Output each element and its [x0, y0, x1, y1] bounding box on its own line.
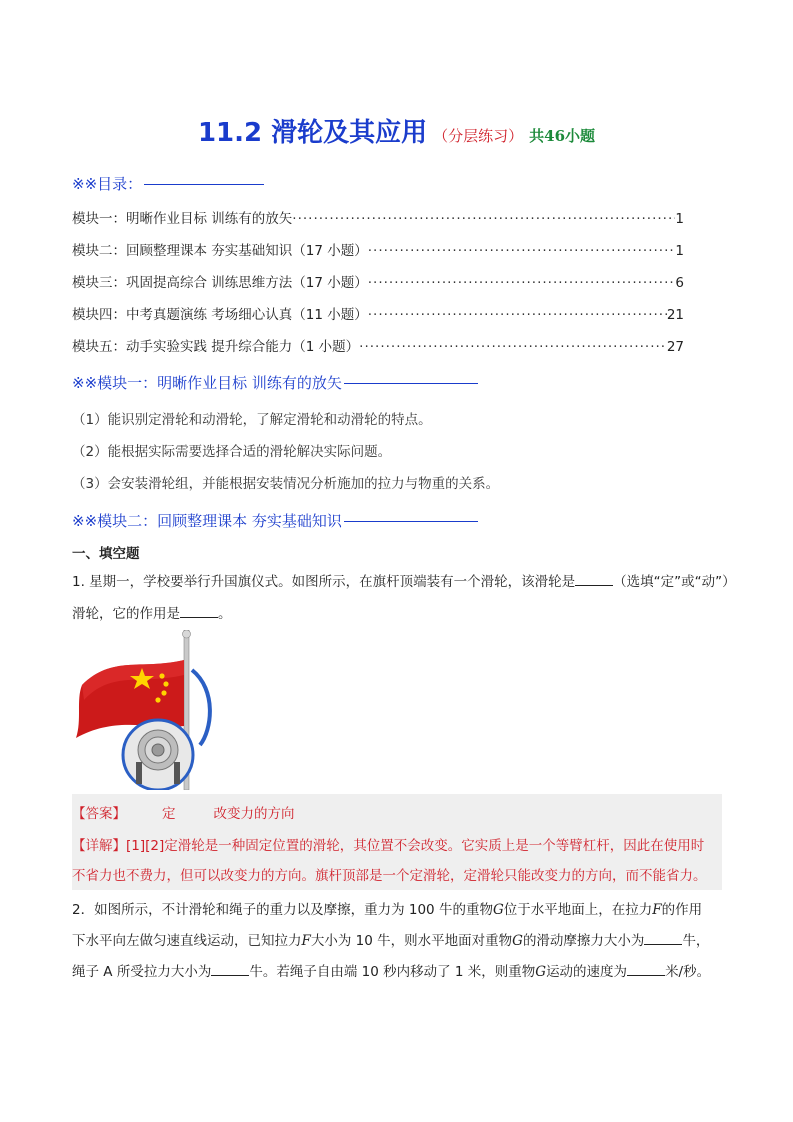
toc-leader [368, 243, 676, 259]
toc-row[interactable] [72, 333, 684, 355]
title-sub: （分层练习） [433, 127, 524, 145]
answer-value: 改变力的方向 [213, 806, 295, 822]
toc-row[interactable] [72, 237, 684, 259]
module2-heading [72, 510, 478, 531]
count-num: 46 [544, 127, 566, 145]
q-text: 运动的速度为 [546, 964, 628, 980]
q-text: 下水平向左做匀速直线运动，已知拉力 [72, 933, 302, 949]
answer-box [72, 794, 722, 890]
module1-heading [72, 372, 478, 393]
q-text: 的滑动摩擦力大小为 [522, 933, 645, 949]
detail-text: [1][2]定滑轮是一种固定位置的滑轮，其位置不会改变。它实质上是一个等臂杠杆，因此在使用时 [126, 838, 705, 854]
toc-row-label: 模块五：动手实验实践 提升综合能力（1 小题） [72, 339, 360, 355]
toc-row-page: 27 [666, 339, 684, 355]
q-text: 大小为 10 牛，则水平地面对重物 [310, 933, 513, 949]
var-g: G [492, 902, 504, 918]
var-g: G [535, 964, 547, 980]
toc-row-label: 模块四：中考真题演练 考场细心认真（11 小题） [72, 307, 368, 323]
var-g: G [512, 933, 523, 949]
toc-row-label: 模块二：回顾整理课本 夯实基础知识（17 小题） [72, 243, 368, 259]
detail-line [72, 834, 704, 854]
var-f: F [301, 933, 311, 949]
answer-blank[interactable] [180, 616, 218, 618]
detail-tag: 【详解】 [72, 838, 126, 854]
answer-line [72, 802, 295, 822]
answer-blank[interactable] [211, 974, 249, 976]
toc-heading [72, 173, 264, 194]
answer-value: 定 [162, 806, 176, 822]
answer-blank[interactable] [627, 974, 665, 976]
count-prefix: 共 [529, 127, 545, 145]
toc-row-page: 1 [675, 211, 684, 227]
heading-rule [344, 383, 478, 384]
title-count [529, 127, 595, 145]
toc-row-page: 21 [666, 307, 684, 323]
heading-rule [344, 521, 478, 522]
toc-row[interactable] [72, 301, 684, 323]
detail-text: 不省力也不费力，但可以改变力的方向。旗杆顶部是一个定滑轮，定滑轮只能改变力的方向，而不能省力。 [72, 868, 707, 884]
toc-row[interactable] [72, 205, 684, 227]
heading-rule [144, 184, 264, 185]
goal-item: （1）能识别定滑轮和动滑轮，了解定滑轮和动滑轮的特点。 [72, 412, 432, 428]
q-text: （选填“定”或“动”） [613, 574, 736, 590]
toc-leader [368, 275, 676, 291]
q-text: 2．如图所示，不计滑轮和绳子的重力以及摩擦，重力为 100 牛的重物 [72, 902, 493, 918]
toc-leader [359, 339, 667, 355]
q-text: 。 [218, 606, 232, 622]
q-text: 牛， [682, 933, 710, 949]
goal-item: （2）能根据实际需要选择合适的滑轮解决实际问题。 [72, 444, 392, 460]
section-heading: 一、填空题 [72, 546, 140, 562]
toc-leader [368, 307, 667, 323]
answer-tag: 【答案】 [72, 806, 126, 822]
toc-leader [292, 211, 675, 227]
count-suffix: 小题 [565, 127, 596, 145]
q-text: 绳子 A 所受拉力大小为 [72, 964, 212, 980]
toc-row-page: 6 [675, 275, 684, 291]
q-text: 1. 星期一，学校要举行升国旗仪式。如图所示，在旗杆顶端装有一个滑轮，该滑轮是 [72, 574, 576, 590]
question-1-line-1 [72, 570, 736, 590]
q-text: 滑轮，它的作用是 [72, 606, 180, 622]
goal-item: （3）会安装滑轮组，并能根据安装情况分析施加的拉力与物重的关系。 [72, 476, 500, 492]
q-text: 位于水平地面上，在拉力 [503, 902, 653, 918]
answer-blank[interactable] [644, 943, 682, 945]
var-f: F [652, 902, 662, 918]
toc-row-label: 模块三：巩固提高综合 训练思维方法（17 小题） [72, 275, 368, 291]
question-2-line-1 [72, 898, 722, 918]
answer-blank[interactable] [575, 584, 613, 586]
question-2-line-2 [72, 929, 722, 949]
q-text: 米/秒。 [665, 964, 711, 980]
question-2-line-3 [72, 960, 722, 980]
q-text: 牛。若绳子自由端 10 秒内移动了 1 米，则重物 [249, 964, 536, 980]
toc-row-label: 模块一：明晰作业目标 训练有的放矢 [72, 211, 293, 227]
question-1-line-2 [72, 602, 722, 622]
module1-heading-text: ※※模块一：明晰作业目标 训练有的放矢 [72, 374, 342, 392]
module2-heading-text: ※※模块二：回顾整理课本 夯实基础知识 [72, 512, 342, 530]
toc-row[interactable] [72, 269, 684, 291]
toc-row-page: 1 [675, 243, 684, 259]
page-title [0, 112, 793, 149]
q-text: 的作用 [661, 902, 703, 918]
title-main: 11.2 滑轮及其应用 [197, 118, 428, 148]
toc-heading-text: ※※目录： [72, 175, 143, 193]
flag-pulley-icon [72, 630, 212, 790]
